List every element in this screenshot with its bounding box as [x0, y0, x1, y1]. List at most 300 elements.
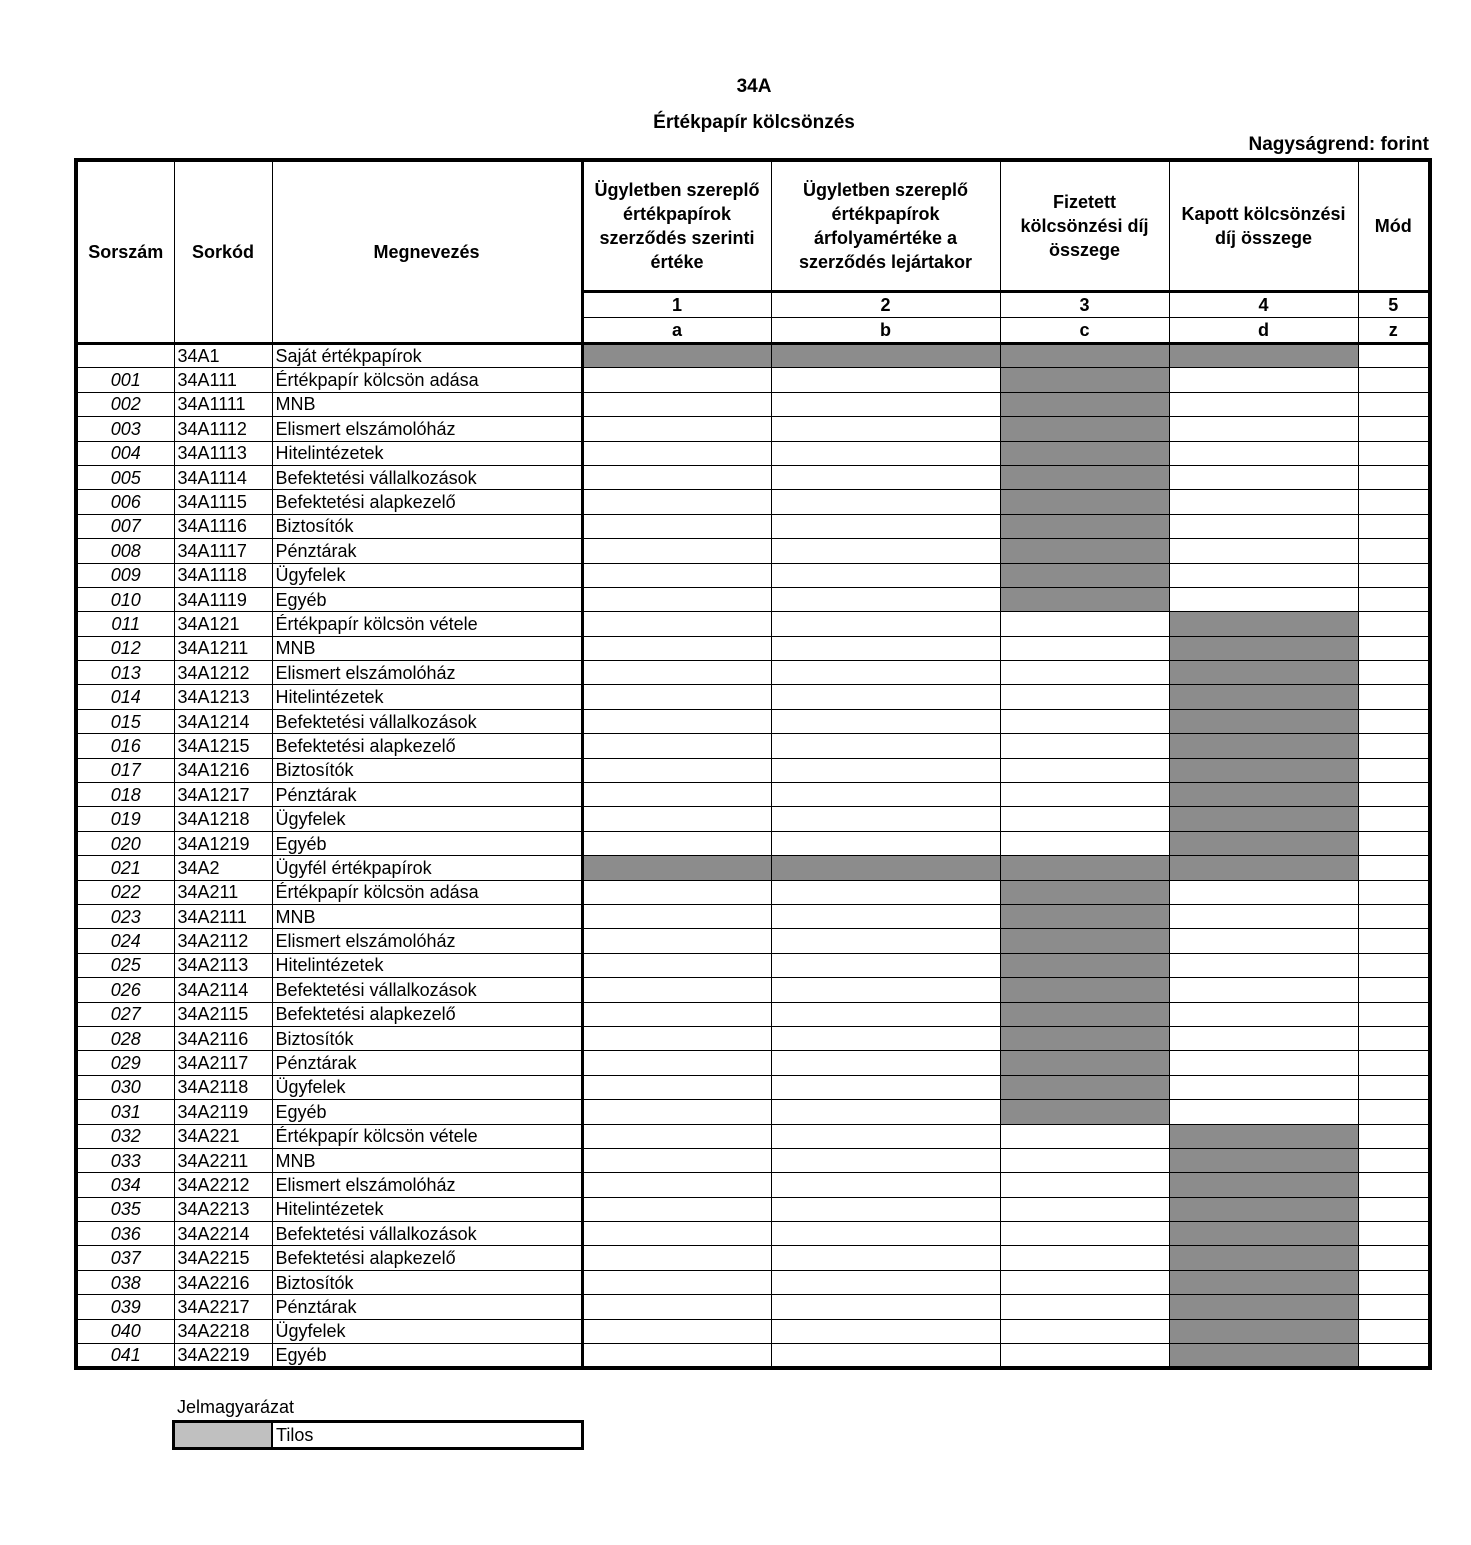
data-entry-cell[interactable]	[771, 417, 1000, 441]
data-entry-cell[interactable]	[582, 685, 771, 709]
data-entry-cell[interactable]	[1358, 758, 1430, 782]
forbidden-cell	[1000, 490, 1169, 514]
table-row	[76, 929, 1430, 953]
row-sorszam: 021	[76, 856, 174, 880]
data-entry-cell[interactable]	[1358, 392, 1430, 416]
data-entry-cell[interactable]	[1358, 1319, 1430, 1343]
header-col-2: Ügyletben szereplő értékpapírok árfolyamértéke a szerződés lejártakor	[771, 160, 1000, 292]
legend-title: Jelmagyarázat	[177, 1397, 295, 1417]
data-entry-cell[interactable]	[1358, 1148, 1430, 1172]
data-entry-cell[interactable]	[1358, 1246, 1430, 1270]
forbidden-cell	[1000, 344, 1169, 368]
data-entry-cell[interactable]	[1358, 1344, 1430, 1369]
forbidden-cell	[1169, 344, 1358, 368]
table-row	[76, 1319, 1430, 1343]
table-row	[76, 368, 1430, 392]
data-entry-cell[interactable]	[1358, 661, 1430, 685]
data-entry-cell[interactable]	[1358, 441, 1430, 465]
data-entry-cell[interactable]	[582, 490, 771, 514]
data-entry-cell[interactable]	[582, 783, 771, 807]
row-megnevezes: Biztosítók	[272, 1270, 582, 1294]
row-megnevezes: Egyéb	[272, 1344, 582, 1369]
data-entry-cell[interactable]	[582, 514, 771, 538]
data-entry-cell[interactable]	[1358, 587, 1430, 611]
data-entry-cell[interactable]	[582, 1319, 771, 1343]
table-row	[76, 1222, 1430, 1246]
row-megnevezes: Biztosítók	[272, 514, 582, 538]
row-sorszam: 040	[76, 1319, 174, 1343]
table-row	[76, 856, 1430, 880]
table-row	[76, 1295, 1430, 1319]
data-entry-cell[interactable]	[582, 1051, 771, 1075]
data-entry-cell[interactable]	[582, 1075, 771, 1099]
row-sorkod: 34A1211	[174, 636, 272, 660]
data-entry-cell[interactable]	[1358, 344, 1430, 368]
row-sorkod: 34A1116	[174, 514, 272, 538]
data-entry-cell[interactable]	[1169, 392, 1358, 416]
data-entry-cell[interactable]	[771, 587, 1000, 611]
data-entry-cell[interactable]	[771, 1075, 1000, 1099]
data-entry-cell[interactable]	[771, 1100, 1000, 1124]
data-entry-cell[interactable]	[1000, 661, 1169, 685]
row-megnevezes: Biztosítók	[272, 1026, 582, 1050]
forbidden-cell	[1169, 1270, 1358, 1294]
data-entry-cell[interactable]	[1169, 465, 1358, 489]
forbidden-cell	[771, 856, 1000, 880]
data-entry-cell[interactable]	[1169, 978, 1358, 1002]
row-sorkod: 34A2218	[174, 1319, 272, 1343]
data-entry-cell[interactable]	[582, 539, 771, 563]
row-megnevezes: Elismert elszámolóház	[272, 417, 582, 441]
data-entry-cell[interactable]	[771, 1270, 1000, 1294]
data-entry-cell[interactable]	[771, 685, 1000, 709]
data-entry-cell[interactable]	[1358, 904, 1430, 928]
data-entry-cell[interactable]	[1358, 1197, 1430, 1221]
forbidden-cell	[582, 856, 771, 880]
header-col-1: Ügyletben szereplő értékpapírok szerződés szerinti értéke	[582, 160, 771, 292]
row-sorszam: 001	[76, 368, 174, 392]
data-entry-cell[interactable]	[1169, 563, 1358, 587]
row-megnevezes: Befektetési alapkezelő	[272, 1246, 582, 1270]
row-sorkod: 34A2112	[174, 929, 272, 953]
data-entry-cell[interactable]	[1169, 539, 1358, 563]
forbidden-cell	[1169, 807, 1358, 831]
forbidden-cell	[1000, 587, 1169, 611]
data-entry-cell[interactable]	[1000, 831, 1169, 855]
col-number: 5	[1358, 292, 1430, 318]
data-entry-cell[interactable]	[582, 1148, 771, 1172]
data-entry-cell[interactable]	[1358, 1100, 1430, 1124]
data-entry-cell[interactable]	[771, 1344, 1000, 1369]
data-entry-cell[interactable]	[771, 1173, 1000, 1197]
data-entry-cell[interactable]	[1000, 1344, 1169, 1369]
data-entry-cell[interactable]	[771, 612, 1000, 636]
data-entry-cell[interactable]	[771, 758, 1000, 782]
table-row	[76, 344, 1430, 368]
row-megnevezes: Befektetési alapkezelő	[272, 734, 582, 758]
data-entry-cell[interactable]	[1169, 587, 1358, 611]
data-entry-cell[interactable]	[582, 880, 771, 904]
row-sorszam: 016	[76, 734, 174, 758]
table-row	[76, 978, 1430, 1002]
data-entry-cell[interactable]	[1169, 1026, 1358, 1050]
forbidden-cell	[1169, 1222, 1358, 1246]
row-sorszam: 009	[76, 563, 174, 587]
data-entry-cell[interactable]	[582, 636, 771, 660]
data-entry-cell[interactable]	[582, 441, 771, 465]
row-sorszam: 036	[76, 1222, 174, 1246]
data-entry-cell[interactable]	[1358, 539, 1430, 563]
data-entry-cell[interactable]	[582, 831, 771, 855]
row-megnevezes: Ügyfél értékpapírok	[272, 856, 582, 880]
data-entry-cell[interactable]	[1358, 953, 1430, 977]
forbidden-cell	[1000, 441, 1169, 465]
forbidden-cell	[1000, 904, 1169, 928]
row-sorszam: 035	[76, 1197, 174, 1221]
row-sorkod: 34A1214	[174, 709, 272, 733]
data-entry-cell[interactable]	[1000, 783, 1169, 807]
row-sorkod: 34A2	[174, 856, 272, 880]
data-entry-cell[interactable]	[1358, 368, 1430, 392]
header-megnevezes: Megnevezés	[272, 160, 582, 344]
data-entry-cell[interactable]	[771, 929, 1000, 953]
row-megnevezes: Értékpapír kölcsön adása	[272, 880, 582, 904]
data-entry-cell[interactable]	[1358, 514, 1430, 538]
row-sorkod: 34A211	[174, 880, 272, 904]
forbidden-cell	[1169, 856, 1358, 880]
row-sorkod: 34A2213	[174, 1197, 272, 1221]
data-entry-cell[interactable]	[771, 1246, 1000, 1270]
row-sorszam: 002	[76, 392, 174, 416]
data-entry-cell[interactable]	[771, 831, 1000, 855]
row-sorszam: 037	[76, 1246, 174, 1270]
row-sorkod: 34A2111	[174, 904, 272, 928]
header-sorszam: Sorszám	[76, 160, 174, 344]
forbidden-cell	[1169, 758, 1358, 782]
forbidden-cell	[1169, 1344, 1358, 1369]
data-entry-cell[interactable]	[582, 1246, 771, 1270]
col-number: 4	[1169, 292, 1358, 318]
data-entry-cell[interactable]	[771, 880, 1000, 904]
data-entry-cell[interactable]	[582, 807, 771, 831]
row-sorkod: 34A111	[174, 368, 272, 392]
data-entry-cell[interactable]	[1358, 1026, 1430, 1050]
row-sorszam: 017	[76, 758, 174, 782]
data-entry-cell[interactable]	[582, 709, 771, 733]
row-megnevezes: Értékpapír kölcsön adása	[272, 368, 582, 392]
row-sorszam: 008	[76, 539, 174, 563]
data-entry-cell[interactable]	[771, 904, 1000, 928]
row-sorkod: 34A2114	[174, 978, 272, 1002]
data-entry-cell[interactable]	[1358, 734, 1430, 758]
row-sorkod: 34A1217	[174, 783, 272, 807]
data-entry-cell[interactable]	[771, 709, 1000, 733]
data-entry-cell[interactable]	[1358, 783, 1430, 807]
data-entry-cell[interactable]	[1000, 1270, 1169, 1294]
data-entry-cell[interactable]	[1169, 1100, 1358, 1124]
data-entry-cell[interactable]	[582, 392, 771, 416]
row-sorkod: 34A1119	[174, 587, 272, 611]
row-megnevezes: Értékpapír kölcsön vétele	[272, 612, 582, 636]
data-entry-cell[interactable]	[1169, 1075, 1358, 1099]
forbidden-cell	[582, 344, 771, 368]
data-entry-cell[interactable]	[1169, 1002, 1358, 1026]
row-megnevezes: Egyéb	[272, 831, 582, 855]
data-entry-cell[interactable]	[582, 1222, 771, 1246]
data-entry-cell[interactable]	[1169, 417, 1358, 441]
row-sorkod: 34A1215	[174, 734, 272, 758]
table-row	[76, 1051, 1430, 1075]
data-entry-cell[interactable]	[1358, 417, 1430, 441]
data-entry-cell[interactable]	[771, 1197, 1000, 1221]
row-megnevezes: Pénztárak	[272, 783, 582, 807]
data-entry-cell[interactable]	[1000, 685, 1169, 709]
row-megnevezes: Pénztárak	[272, 1051, 582, 1075]
data-entry-cell[interactable]	[1358, 831, 1430, 855]
table-row	[76, 1075, 1430, 1099]
data-entry-cell[interactable]	[1358, 490, 1430, 514]
data-entry-cell[interactable]	[771, 441, 1000, 465]
data-entry-cell[interactable]	[1358, 1222, 1430, 1246]
forbidden-cell	[1169, 1148, 1358, 1172]
data-entry-cell[interactable]	[1000, 709, 1169, 733]
row-sorkod: 34A2118	[174, 1075, 272, 1099]
data-entry-cell[interactable]	[582, 368, 771, 392]
data-entry-cell[interactable]	[771, 1148, 1000, 1172]
row-sorkod: 34A2116	[174, 1026, 272, 1050]
data-entry-cell[interactable]	[771, 1026, 1000, 1050]
data-entry-cell[interactable]	[771, 490, 1000, 514]
data-entry-cell[interactable]	[1358, 929, 1430, 953]
data-entry-cell[interactable]	[1000, 734, 1169, 758]
data-entry-cell[interactable]	[1000, 612, 1169, 636]
data-entry-cell[interactable]	[1169, 929, 1358, 953]
row-sorkod: 34A2217	[174, 1295, 272, 1319]
data-entry-cell[interactable]	[1169, 880, 1358, 904]
data-entry-cell[interactable]	[582, 978, 771, 1002]
row-sorkod: 34A2219	[174, 1344, 272, 1369]
forbidden-cell	[1000, 1002, 1169, 1026]
row-megnevezes: Befektetési vállalkozások	[272, 465, 582, 489]
row-sorkod: 34A2117	[174, 1051, 272, 1075]
forbidden-cell	[1169, 831, 1358, 855]
data-entry-cell[interactable]	[771, 539, 1000, 563]
data-entry-cell[interactable]	[582, 1173, 771, 1197]
data-entry-cell[interactable]	[771, 1124, 1000, 1148]
forbidden-cell	[1000, 929, 1169, 953]
data-entry-cell[interactable]	[582, 563, 771, 587]
table-body	[76, 344, 1430, 1369]
data-entry-cell[interactable]	[1000, 1295, 1169, 1319]
data-entry-cell[interactable]	[771, 1051, 1000, 1075]
forbidden-cell	[1000, 978, 1169, 1002]
table-row	[76, 734, 1430, 758]
data-entry-cell[interactable]	[582, 758, 771, 782]
data-entry-cell[interactable]	[1358, 685, 1430, 709]
data-entry-cell[interactable]	[1000, 1148, 1169, 1172]
data-entry-cell[interactable]	[1169, 490, 1358, 514]
data-entry-cell[interactable]	[1358, 856, 1430, 880]
data-entry-cell[interactable]	[1000, 807, 1169, 831]
data-entry-cell[interactable]	[1000, 1319, 1169, 1343]
data-entry-cell[interactable]	[1000, 1124, 1169, 1148]
data-entry-cell[interactable]	[1358, 1051, 1430, 1075]
forbidden-cell	[1000, 856, 1169, 880]
data-entry-cell[interactable]	[1000, 1246, 1169, 1270]
data-entry-cell[interactable]	[1000, 1173, 1169, 1197]
forbidden-cell	[1169, 709, 1358, 733]
data-entry-cell[interactable]	[582, 465, 771, 489]
data-entry-cell[interactable]	[771, 1222, 1000, 1246]
row-sorszam: 011	[76, 612, 174, 636]
row-megnevezes: Egyéb	[272, 587, 582, 611]
data-entry-cell[interactable]	[582, 1197, 771, 1221]
row-sorkod: 34A2215	[174, 1246, 272, 1270]
header-col-5: Mód	[1358, 160, 1430, 292]
row-megnevezes: Befektetési vállalkozások	[272, 1222, 582, 1246]
data-entry-cell[interactable]	[771, 1295, 1000, 1319]
data-entry-cell[interactable]	[771, 1002, 1000, 1026]
row-megnevezes: MNB	[272, 392, 582, 416]
data-entry-cell[interactable]	[582, 417, 771, 441]
data-entry-cell[interactable]	[771, 563, 1000, 587]
data-entry-cell[interactable]	[771, 514, 1000, 538]
row-sorszam: 014	[76, 685, 174, 709]
data-entry-cell[interactable]	[1358, 1124, 1430, 1148]
data-entry-cell[interactable]	[1000, 758, 1169, 782]
table-row	[76, 636, 1430, 660]
data-entry-cell[interactable]	[582, 953, 771, 977]
data-entry-cell[interactable]	[582, 929, 771, 953]
row-megnevezes: Ügyfelek	[272, 1075, 582, 1099]
data-entry-cell[interactable]	[1358, 563, 1430, 587]
forbidden-cell	[1000, 368, 1169, 392]
data-entry-cell[interactable]	[771, 978, 1000, 1002]
data-entry-cell[interactable]	[1358, 1075, 1430, 1099]
data-entry-cell[interactable]	[1169, 1051, 1358, 1075]
data-entry-cell[interactable]	[582, 1100, 771, 1124]
col-number: 3	[1000, 292, 1169, 318]
data-entry-cell[interactable]	[771, 661, 1000, 685]
row-sorszam: 015	[76, 709, 174, 733]
data-entry-cell[interactable]	[1358, 1295, 1430, 1319]
data-entry-cell[interactable]	[771, 465, 1000, 489]
data-entry-cell[interactable]	[771, 368, 1000, 392]
forbidden-cell	[1000, 417, 1169, 441]
row-sorkod: 34A1114	[174, 465, 272, 489]
row-sorszam: 012	[76, 636, 174, 660]
data-entry-cell[interactable]	[771, 734, 1000, 758]
data-entry-cell[interactable]	[771, 783, 1000, 807]
row-megnevezes: Pénztárak	[272, 539, 582, 563]
data-entry-cell[interactable]	[1000, 1197, 1169, 1221]
data-entry-cell[interactable]	[1358, 612, 1430, 636]
row-sorszam: 024	[76, 929, 174, 953]
forbidden-cell	[1000, 880, 1169, 904]
data-entry-cell[interactable]	[1169, 368, 1358, 392]
data-entry-cell[interactable]	[771, 392, 1000, 416]
legend	[172, 1420, 584, 1450]
row-sorkod: 34A1219	[174, 831, 272, 855]
table-row	[76, 831, 1430, 855]
data-entry-cell[interactable]	[582, 1002, 771, 1026]
data-entry-cell[interactable]	[1358, 465, 1430, 489]
row-sorkod: 34A2214	[174, 1222, 272, 1246]
data-entry-cell[interactable]	[1358, 807, 1430, 831]
data-entry-cell[interactable]	[582, 661, 771, 685]
row-megnevezes: Elismert elszámolóház	[272, 1173, 582, 1197]
row-sorszam: 026	[76, 978, 174, 1002]
forbidden-cell	[1000, 1075, 1169, 1099]
data-entry-cell[interactable]	[1358, 1270, 1430, 1294]
data-entry-cell[interactable]	[582, 1124, 771, 1148]
data-entry-cell[interactable]	[771, 953, 1000, 977]
row-sorszam: 025	[76, 953, 174, 977]
data-entry-cell[interactable]	[582, 734, 771, 758]
data-entry-cell[interactable]	[582, 904, 771, 928]
data-entry-cell[interactable]	[1000, 1222, 1169, 1246]
data-entry-cell[interactable]	[1169, 904, 1358, 928]
legend-item-label: Tilos	[276, 1425, 314, 1445]
data-entry-cell[interactable]	[1169, 953, 1358, 977]
data-entry-cell[interactable]	[1169, 514, 1358, 538]
forbidden-cell	[1169, 1197, 1358, 1221]
data-entry-cell[interactable]	[1169, 441, 1358, 465]
forbidden-cell	[1000, 1100, 1169, 1124]
row-megnevezes: Értékpapír kölcsön vétele	[272, 1124, 582, 1148]
forbidden-cell	[1169, 783, 1358, 807]
table-row	[76, 1344, 1430, 1369]
col-number: 1	[582, 292, 771, 318]
row-megnevezes: Ügyfelek	[272, 563, 582, 587]
row-megnevezes: Hitelintézetek	[272, 441, 582, 465]
data-entry-cell[interactable]	[582, 1344, 771, 1369]
data-entry-cell[interactable]	[582, 612, 771, 636]
data-entry-cell[interactable]	[1358, 880, 1430, 904]
data-entry-cell[interactable]	[582, 1295, 771, 1319]
table-row	[76, 490, 1430, 514]
data-entry-cell[interactable]	[1358, 978, 1430, 1002]
data-entry-cell[interactable]	[582, 587, 771, 611]
data-entry-cell[interactable]	[771, 1319, 1000, 1343]
row-megnevezes: Ügyfelek	[272, 1319, 582, 1343]
table-row	[76, 587, 1430, 611]
data-entry-cell[interactable]	[771, 807, 1000, 831]
data-entry-cell[interactable]	[771, 636, 1000, 660]
row-sorkod: 34A1111	[174, 392, 272, 416]
row-sorkod: 34A2119	[174, 1100, 272, 1124]
forbidden-cell	[1169, 1295, 1358, 1319]
row-sorszam: 019	[76, 807, 174, 831]
data-entry-cell[interactable]	[1358, 1173, 1430, 1197]
row-sorszam: 006	[76, 490, 174, 514]
forbidden-cell	[1000, 563, 1169, 587]
row-megnevezes: MNB	[272, 904, 582, 928]
data-entry-cell[interactable]	[582, 1270, 771, 1294]
row-megnevezes: Befektetési alapkezelő	[272, 1002, 582, 1026]
data-entry-cell[interactable]	[1000, 636, 1169, 660]
form-title: Értékpapír kölcsönzés	[653, 112, 855, 133]
table-row	[76, 1173, 1430, 1197]
data-entry-cell[interactable]	[1358, 1002, 1430, 1026]
table-row	[76, 465, 1430, 489]
data-entry-cell[interactable]	[582, 1026, 771, 1050]
row-sorkod: 34A1113	[174, 441, 272, 465]
data-entry-cell[interactable]	[1358, 636, 1430, 660]
row-sorkod: 34A2115	[174, 1002, 272, 1026]
row-sorszam: 034	[76, 1173, 174, 1197]
data-entry-cell[interactable]	[1358, 709, 1430, 733]
